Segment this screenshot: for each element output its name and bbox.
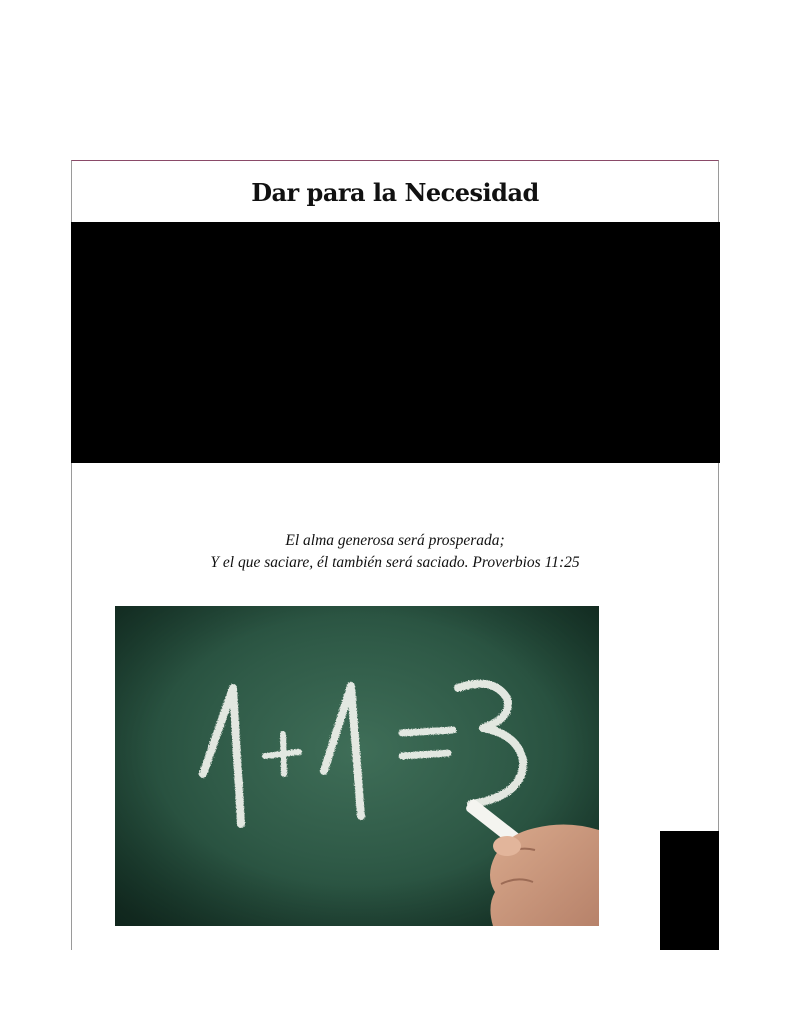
verse-line-2: Y el que saciare, él también será saciado. Proverbios 11:25 [210, 554, 580, 571]
verse-line-1: El alma generosa será prosperada; [285, 532, 505, 549]
bible-verse [71, 530, 719, 574]
redacted-banner [71, 222, 720, 463]
redacted-block [660, 831, 719, 950]
chalkboard-photo [115, 606, 599, 926]
page-title: Dar para la Necesidad [251, 178, 539, 207]
hand [490, 824, 599, 926]
